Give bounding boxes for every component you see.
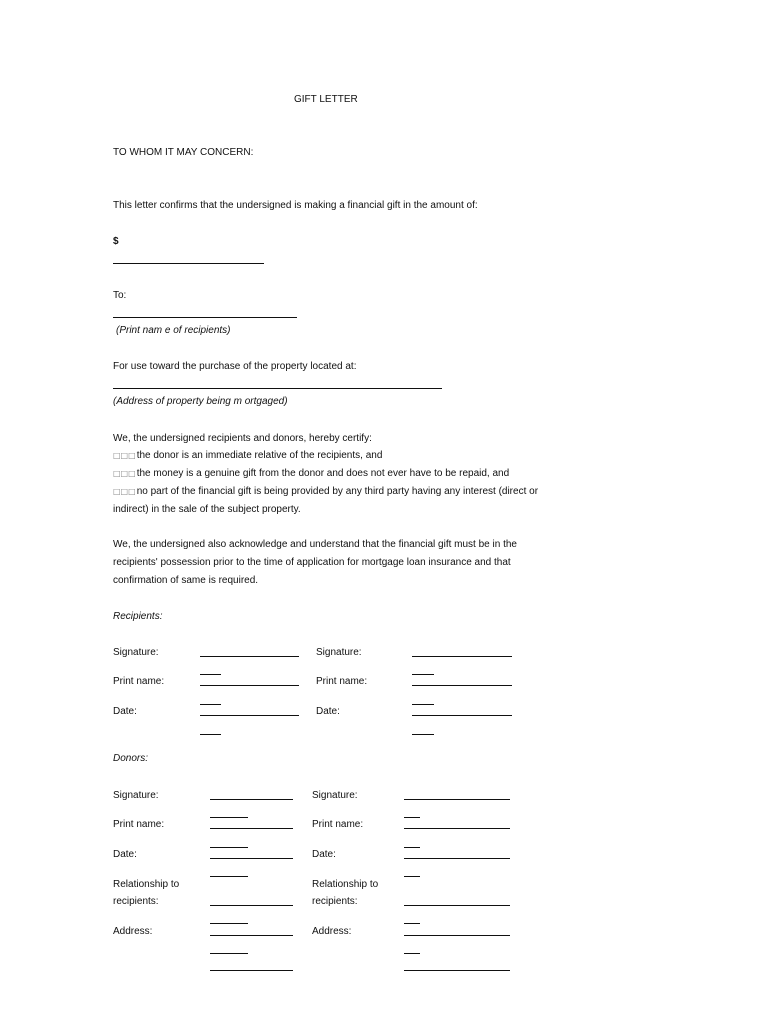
recipient1-signature-line-tail [200, 674, 221, 675]
donor2-date-line[interactable] [404, 858, 510, 859]
recipient-signature-label: Signature: [113, 647, 159, 658]
donor2-relationship-line-tail [404, 923, 420, 924]
donor2-relationship-line[interactable] [404, 905, 510, 906]
recipients-hint: (Print nam e of recipients) [116, 325, 231, 336]
recipients-name-line[interactable] [113, 317, 297, 318]
donor1-signature-line-tail [210, 817, 248, 818]
donor2-address-line-2[interactable] [404, 970, 510, 971]
donor-print-name-label: Print name: [312, 819, 364, 830]
donor1-address-line-2[interactable] [210, 970, 293, 971]
donor1-print-name-line-tail [210, 847, 248, 848]
donor-relationship-label-1: Relationship to [312, 879, 379, 890]
certify-item-3: □□□no part of the financial gift is being provided by any third party having any interest (direct or [113, 486, 539, 497]
certify-item-2: □□□the money is a genuine gift from the donor and does not ever have to be repaid, and [113, 468, 510, 479]
recipient1-date-line-tail [200, 734, 221, 735]
donor1-address-line-tail [210, 953, 248, 954]
donor-print-name-label: Print name: [113, 819, 165, 830]
recipient2-signature-line[interactable] [412, 656, 512, 657]
recipients-heading: Recipients: [113, 611, 163, 622]
donor1-print-name-line[interactable] [210, 828, 293, 829]
recipient-print-name-label: Print name: [316, 676, 368, 687]
document-title: GIFT LETTER [294, 94, 358, 105]
donor-date-label: Date: [312, 849, 336, 860]
certify-item-3-continued: indirect) in the sale of the subject property. [113, 504, 301, 515]
donor2-address-line-tail [404, 953, 420, 954]
donor2-date-line-tail [404, 876, 420, 877]
acknowledge-line-2: recipients' possession prior to the time of application for mortgage loan insurance and that [113, 557, 511, 568]
donor1-date-line-tail [210, 876, 248, 877]
donor-relationship-label-2: recipients: [113, 896, 159, 907]
checkbox-icon[interactable]: □□□ [113, 469, 136, 478]
property-address-line[interactable] [113, 388, 442, 389]
donor-date-label: Date: [113, 849, 137, 860]
donors-heading: Donors: [113, 753, 149, 764]
to-label: To: [113, 290, 127, 301]
checkbox-icon[interactable]: □□□ [113, 487, 136, 496]
donor1-relationship-line-tail [210, 923, 248, 924]
donor-relationship-label-2: recipients: [312, 896, 358, 907]
recipient1-signature-line[interactable] [200, 656, 299, 657]
recipient-signature-label: Signature: [316, 647, 362, 658]
donor2-address-line[interactable] [404, 935, 510, 936]
recipient1-date-line[interactable] [200, 715, 299, 716]
donor-address-label: Address: [312, 926, 352, 937]
certify-item-1: □□□the donor is an immediate relative of the recipients, and [113, 450, 383, 461]
donor2-print-name-line[interactable] [404, 828, 510, 829]
recipient2-print-name-line[interactable] [412, 685, 512, 686]
recipient-date-label: Date: [316, 706, 340, 717]
recipient-print-name-label: Print name: [113, 676, 165, 687]
certify-intro: We, the undersigned recipients and donors, hereby certify: [113, 433, 372, 444]
salutation: TO WHOM IT MAY CONCERN: [113, 147, 254, 158]
donor2-print-name-line-tail [404, 847, 420, 848]
donor-signature-label: Signature: [312, 790, 358, 801]
recipient2-signature-line-tail [412, 674, 434, 675]
amount-line[interactable] [113, 263, 264, 264]
donor1-date-line[interactable] [210, 858, 293, 859]
donor-signature-label: Signature: [113, 790, 159, 801]
donor-relationship-label-1: Relationship to [113, 879, 180, 890]
donor2-signature-line-tail [404, 817, 420, 818]
recipient-date-label: Date: [113, 706, 137, 717]
donor1-relationship-line[interactable] [210, 905, 293, 906]
recipient1-print-name-line-tail [200, 704, 221, 705]
recipient2-date-line[interactable] [412, 715, 512, 716]
donor1-address-line[interactable] [210, 935, 293, 936]
purpose-text: For use toward the purchase of the property located at: [113, 361, 357, 372]
address-hint: (Address of property being m ortgaged) [113, 396, 288, 407]
acknowledge-line-1: We, the undersigned also acknowledge and understand that the financial gift must be in the [113, 539, 517, 550]
donor-address-label: Address: [113, 926, 153, 937]
recipient1-print-name-line[interactable] [200, 685, 299, 686]
acknowledge-line-3: confirmation of same is required. [113, 575, 259, 586]
recipient2-date-line-tail [412, 734, 434, 735]
donor1-signature-line[interactable] [210, 799, 293, 800]
checkbox-icon[interactable]: □□□ [113, 451, 136, 460]
amount-symbol: $ [113, 236, 119, 247]
intro-text: This letter confirms that the undersigned is making a financial gift in the amount of: [113, 200, 478, 211]
donor2-signature-line[interactable] [404, 799, 510, 800]
recipient2-print-name-line-tail [412, 704, 434, 705]
